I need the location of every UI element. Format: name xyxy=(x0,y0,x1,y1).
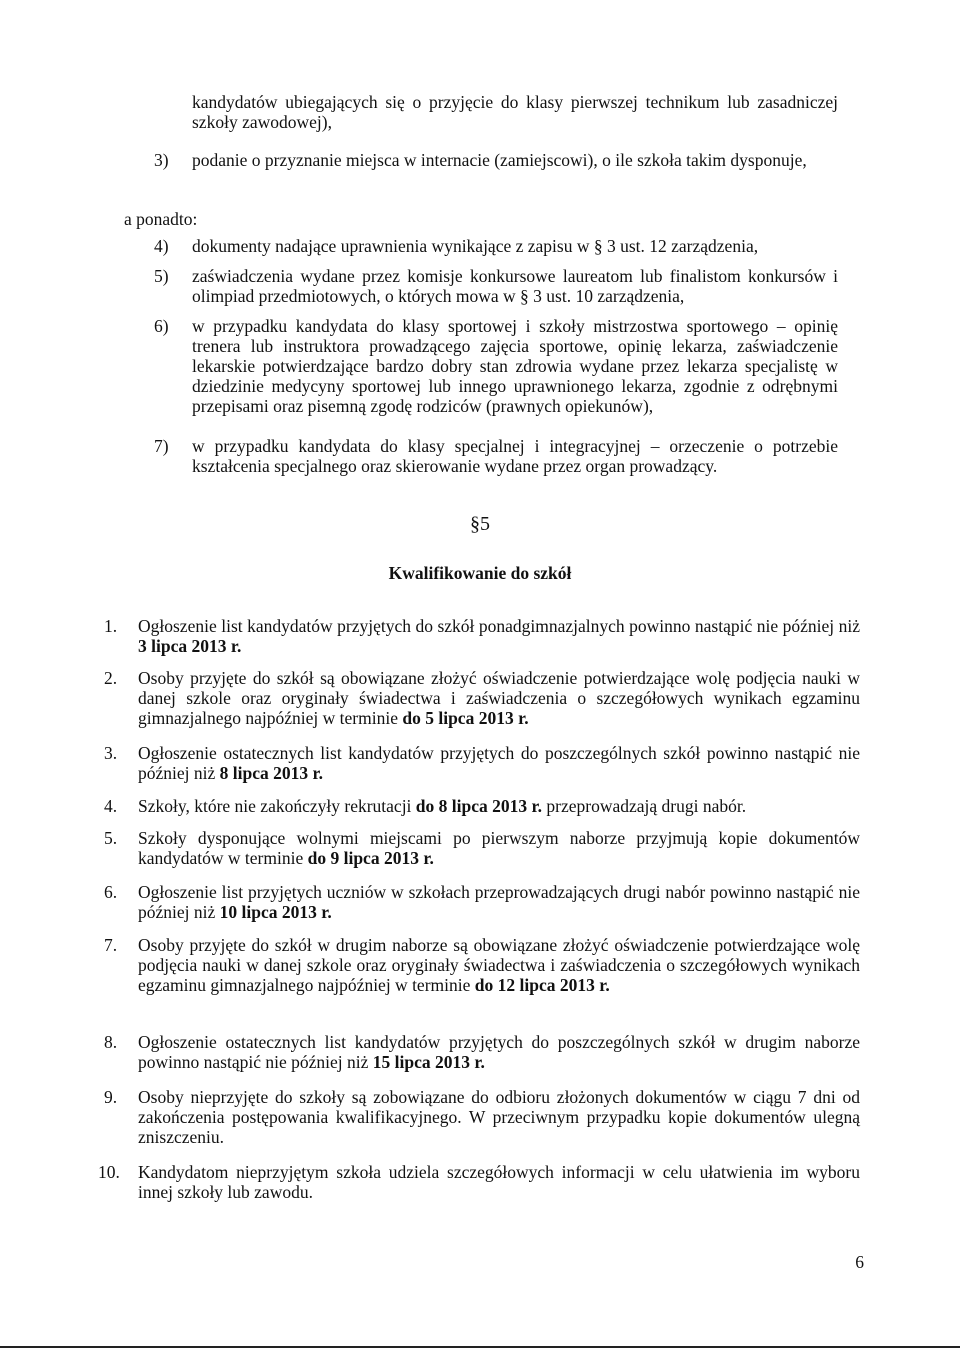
item-number: 7. xyxy=(104,935,118,955)
section-symbol: §5 xyxy=(470,513,490,535)
item-number: 4. xyxy=(104,796,118,816)
item-text: Kandydatom nieprzyjętym szkoła udziela szczegółowych informacji w celu ułatwienia im wyboru innej szkoły lub zawodu. xyxy=(138,1162,860,1202)
item-number: 2. xyxy=(104,668,118,688)
item-number: 4) xyxy=(154,236,169,256)
item-text: Osoby przyjęte do szkół są obowiązane złożyć oświadczenie potwierdzające wolę podjęcia nauki w danej szkole oraz oryginały świadectwa i zaświadczenia o szczegółowych wynikach egzaminu gimnazjalnego najpóźniej w terminie do 5 lipca 2013 r. xyxy=(138,668,860,728)
item-number: 3. xyxy=(104,743,118,763)
item-text: podanie o przyznanie miejsca w internacie (zamiejscowi), o ile szkoła takim dysponuje, xyxy=(192,150,807,170)
item-text: dokumenty nadające uprawnienia wynikające z zapisu w § 3 ust. 12 zarządzenia, xyxy=(192,236,759,256)
page-number: 6 xyxy=(855,1252,864,1272)
item-number: 5. xyxy=(104,828,118,848)
item-number: 6. xyxy=(104,882,118,902)
item-text: Szkoły, które nie zakończyły rekrutacji do 8 lipca 2013 r. przeprowadzają drugi nabór. xyxy=(138,796,747,816)
continuation-text: kandydatów ubiegających się o przyjęcie do klasy pierwszej technikum lub zasadniczej szkoły zawodowej), xyxy=(192,92,838,132)
item-text: Ogłoszenie list kandydatów przyjętych do szkół ponadgimnazjalnych powinno nastąpić nie później niż 3 lipca 2013 r. xyxy=(138,616,860,656)
item-number: 10. xyxy=(98,1162,120,1182)
item-text: w przypadku kandydata do klasy specjalnej i integracyjnej – orzeczenie o potrzebie kształcenia specjalnego oraz skierowanie wydane przez organ prowadzący. xyxy=(192,436,838,476)
item-text: Osoby nieprzyjęte do szkoły są zobowiązane do odbioru złożonych dokumentów w ciągu 7 dni od zakończenia postępowania kwalifikacyjnego. W przeciwnym przypadku kopie dokumentów ulegną zniszczeniu. xyxy=(138,1087,860,1147)
section-title: Kwalifikowanie do szkół xyxy=(388,563,572,583)
item-text: Osoby przyjęte do szkół w drugim naborze są obowiązane złożyć oświadczenie potwierdzające wolę podjęcia nauki w danej szkole oraz oryginały świadectwa i zaświadczenia o szczegółowych wynikach egzaminu gimnazjalnego najpóźniej w terminie do 12 lipca 2013 r. xyxy=(138,935,860,995)
item-text: Ogłoszenie ostatecznych list kandydatów przyjętych do poszczególnych szkół powinno nastąpić nie później niż 8 lipca 2013 r. xyxy=(138,743,860,783)
bottom-rule xyxy=(0,1346,960,1348)
item-number: 3) xyxy=(154,150,169,170)
item-text: Szkoły dysponujące wolnymi miejscami po pierwszym naborze przyjmują kopie dokumentów kandydatów w terminie do 9 lipca 2013 r. xyxy=(138,828,860,868)
item-text: Ogłoszenie list przyjętych uczniów w szkołach przeprowadzających drugi nabór powinno nastąpić nie później niż 10 lipca 2013 r. xyxy=(138,882,860,922)
item-number: 6) xyxy=(154,316,169,336)
item-number: 9. xyxy=(104,1087,118,1107)
item-number: 8. xyxy=(104,1032,118,1052)
item-text: zaświadczenia wydane przez komisje konkursowe laureatom lub finalistom konkursów i olimpiad przedmiotowych, o których mowa w § 3 ust. 10 zarządzenia, xyxy=(192,266,838,306)
item-text: Ogłoszenie ostatecznych list kandydatów przyjętych do poszczególnych szkół w drugim naborze powinno nastąpić nie później niż 15 lipca 2013 r. xyxy=(138,1032,860,1072)
item-number: 5) xyxy=(154,266,169,286)
item-number: 7) xyxy=(154,436,169,456)
item-text: w przypadku kandydata do klasy sportowej i szkoły mistrzostwa sportowego – opinię trenera lub instruktora prowadzącego zajęcia sportowe, opinię lekarza, zaświadczenie lekarskie potwierdzające bardzo dobry stan zdrowia wydane przez lekarza specjalistę w dziedzinie medycyny sportowej lub innego uprawnionego lekarza, zgodnie z odrębnymi przepisami oraz pisemną zgodę rodziców (prawnych opiekunów), xyxy=(192,316,838,416)
item-number: 1. xyxy=(104,616,118,636)
intro-a-ponadto: a ponadto: xyxy=(124,209,198,229)
